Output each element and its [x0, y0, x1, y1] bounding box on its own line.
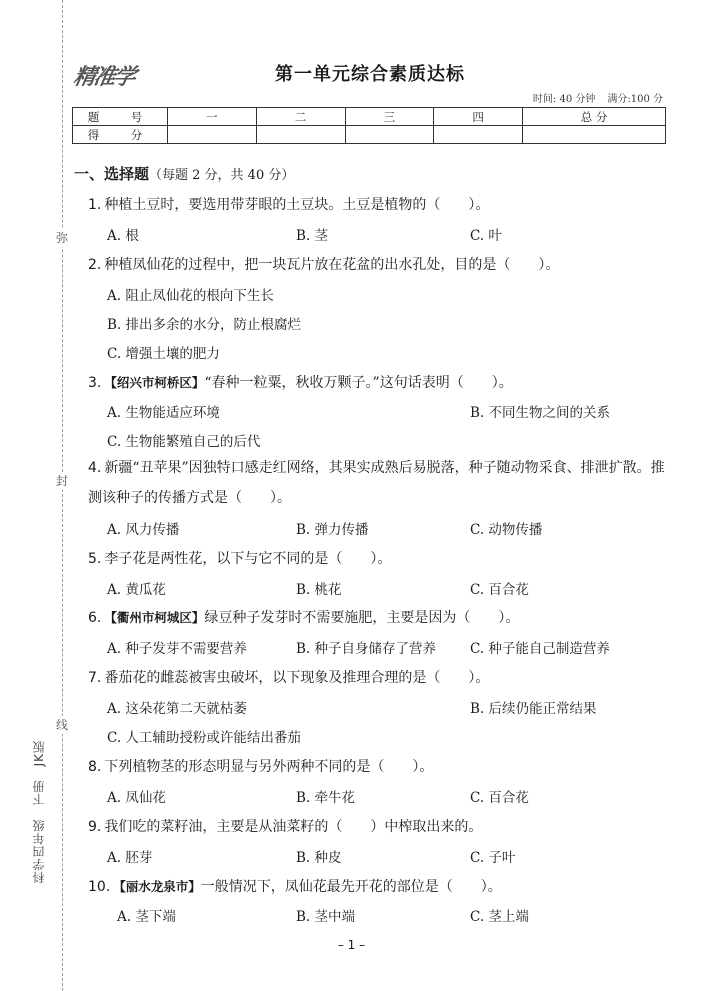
score-cell-4[interactable]: [434, 126, 523, 144]
question-source-tag: 【衢州市柯城区】: [104, 610, 205, 625]
score-header-1: 一: [168, 108, 257, 126]
question-text: 种植土豆时，要选用带芽眼的土豆块。土豆是植物的（ ）。: [104, 197, 490, 213]
question-text: 种植凤仙花的过程中，把一块瓦片放在花盆的出水孔处，目的是（ ）。: [104, 257, 560, 273]
question-text: “春种一粒粟，秋收万颗子。”这句话表明（ ）。: [204, 375, 513, 391]
question-10-option-b[interactable]: B. 茎中端: [296, 909, 356, 925]
question-1-option-b[interactable]: B. 茎: [296, 228, 329, 244]
question-10-option-c[interactable]: C. 茎上端: [470, 909, 529, 925]
question-text: 我们吃的菜籽油，主要是从油菜籽的（ ）中榨取出来的。: [104, 819, 483, 835]
binding-char-feng: 封: [53, 472, 71, 490]
question-text: 新疆“丑苹果”因独特口感走红网络，其果实成熟后易脱落，种子随动物采食、排泄扩散。推测该种子的传播方式是（ ）。: [88, 460, 665, 506]
question-3-option-b[interactable]: B. 不同生物之间的关系: [470, 405, 611, 421]
question-6-option-a[interactable]: A. 种子发芽不需要营养: [107, 641, 247, 657]
score-table-header-row: [73, 108, 666, 126]
question-number: 9.: [88, 819, 102, 835]
question-8-option-a[interactable]: A. 凤仙花: [107, 790, 166, 806]
score-cell-3[interactable]: [345, 126, 434, 144]
question-5-option-c[interactable]: C. 百合花: [470, 582, 529, 598]
exam-time: 时间: 40 分钟: [532, 94, 596, 105]
question-number: 5.: [88, 551, 102, 567]
book-side-label: 科学四年级 下册 JK版: [32, 740, 46, 884]
question-10: [88, 876, 502, 896]
section-heading: [74, 163, 294, 184]
score-header-total: 总 分: [523, 108, 666, 126]
binding-dashed-line: [62, 0, 63, 991]
question-number: 1.: [88, 197, 102, 213]
question-7-option-c[interactable]: C. 人工辅助授粉或许能结出番茄: [107, 730, 301, 746]
score-header-4: 四: [434, 108, 523, 126]
question-5-option-b[interactable]: B. 桃花: [296, 582, 342, 598]
question-text: 一般情况下，凤仙花最先开花的部位是（ ）。: [200, 879, 502, 895]
question-2: [88, 254, 559, 274]
question-number: 6.: [88, 610, 102, 626]
question-3: [88, 372, 513, 392]
question-4-option-a[interactable]: A. 风力传播: [107, 522, 180, 538]
question-text: 李子花是两性花，以下与它不同的是（ ）。: [104, 551, 392, 567]
score-header-3: 三: [345, 108, 434, 126]
question-9-option-a[interactable]: A. 胚芽: [107, 850, 153, 866]
question-8-option-c[interactable]: C. 百合花: [470, 790, 529, 806]
question-8: [88, 756, 433, 776]
question-6-option-c[interactable]: C. 种子能自己制造营养: [470, 641, 610, 657]
page-title: 第一单元综合素质达标: [275, 64, 465, 85]
question-4-option-b[interactable]: B. 弹力传播: [296, 522, 369, 538]
question-1-option-a[interactable]: A. 根: [107, 228, 139, 244]
question-7-option-b[interactable]: B. 后续仍能正常结果: [470, 701, 597, 717]
question-2-option-b[interactable]: B. 排出多余的水分，防止根腐烂: [107, 317, 302, 333]
question-number: 2.: [88, 257, 102, 273]
question-4: [88, 453, 668, 513]
question-number: 4.: [88, 460, 102, 476]
question-5: [88, 548, 391, 568]
score-cell-total[interactable]: [523, 126, 666, 144]
question-6: [88, 607, 519, 627]
score-cell-2[interactable]: [256, 126, 345, 144]
question-text: 绿豆种子发芽时不需要施肥，主要是因为（ ）。: [204, 610, 520, 626]
question-10-option-a[interactable]: A. 茎下端: [117, 909, 176, 925]
question-4-option-c[interactable]: C. 动物传播: [470, 522, 543, 538]
question-1-option-c[interactable]: C. 叶: [470, 228, 502, 244]
section-note: （每题 2 分，共 40 分）: [149, 168, 295, 183]
question-5-option-a[interactable]: A. 黄瓜花: [107, 582, 166, 598]
question-source-tag: 【丽水龙泉市】: [113, 879, 201, 894]
question-number: 8.: [88, 759, 102, 775]
question-8-option-b[interactable]: B. 牵牛花: [296, 790, 356, 806]
publisher-logo: 精准学: [71, 65, 136, 90]
question-source-tag: 【绍兴市柯桥区】: [104, 375, 205, 390]
score-cell-1[interactable]: [168, 126, 257, 144]
exam-full-score: 满分:100 分: [607, 94, 663, 105]
section-title: 一、选择题: [74, 165, 150, 183]
question-1: [88, 194, 489, 214]
score-header-label: 题 号: [73, 108, 168, 126]
question-9-option-b[interactable]: B. 种皮: [296, 850, 342, 866]
question-3-option-c[interactable]: C. 生物能繁殖自己的后代: [107, 434, 261, 450]
question-3-option-a[interactable]: A. 生物能适应环境: [107, 405, 220, 421]
question-9: [88, 816, 482, 836]
question-number: 3.: [88, 375, 102, 391]
question-number: 10.: [88, 879, 111, 895]
score-table: [72, 107, 666, 144]
score-row-label: 得 分: [73, 126, 168, 144]
score-table-score-row: [73, 126, 666, 144]
question-7: [88, 667, 489, 687]
binding-char-xian: 线: [53, 716, 71, 734]
question-7-option-a[interactable]: A. 这朵花第二天就枯萎: [107, 701, 247, 717]
exam-meta: [533, 90, 663, 105]
question-2-option-c[interactable]: C. 增强土壤的肥力: [107, 346, 220, 362]
question-number: 7.: [88, 670, 102, 686]
page-number: – 1 –: [337, 938, 366, 952]
question-9-option-c[interactable]: C. 子叶: [470, 850, 516, 866]
score-header-2: 二: [256, 108, 345, 126]
question-text: 下列植物茎的形态明显与另外两种不同的是（ ）。: [104, 759, 434, 775]
question-text: 番茄花的雌蕊被害虫破坏，以下现象及推理合理的是（ ）。: [104, 670, 490, 686]
question-6-option-b[interactable]: B. 种子自身储存了营养: [296, 641, 437, 657]
question-2-option-a[interactable]: A. 阻止凤仙花的根向下生长: [107, 288, 274, 304]
binding-char-mi: 弥: [53, 229, 71, 247]
